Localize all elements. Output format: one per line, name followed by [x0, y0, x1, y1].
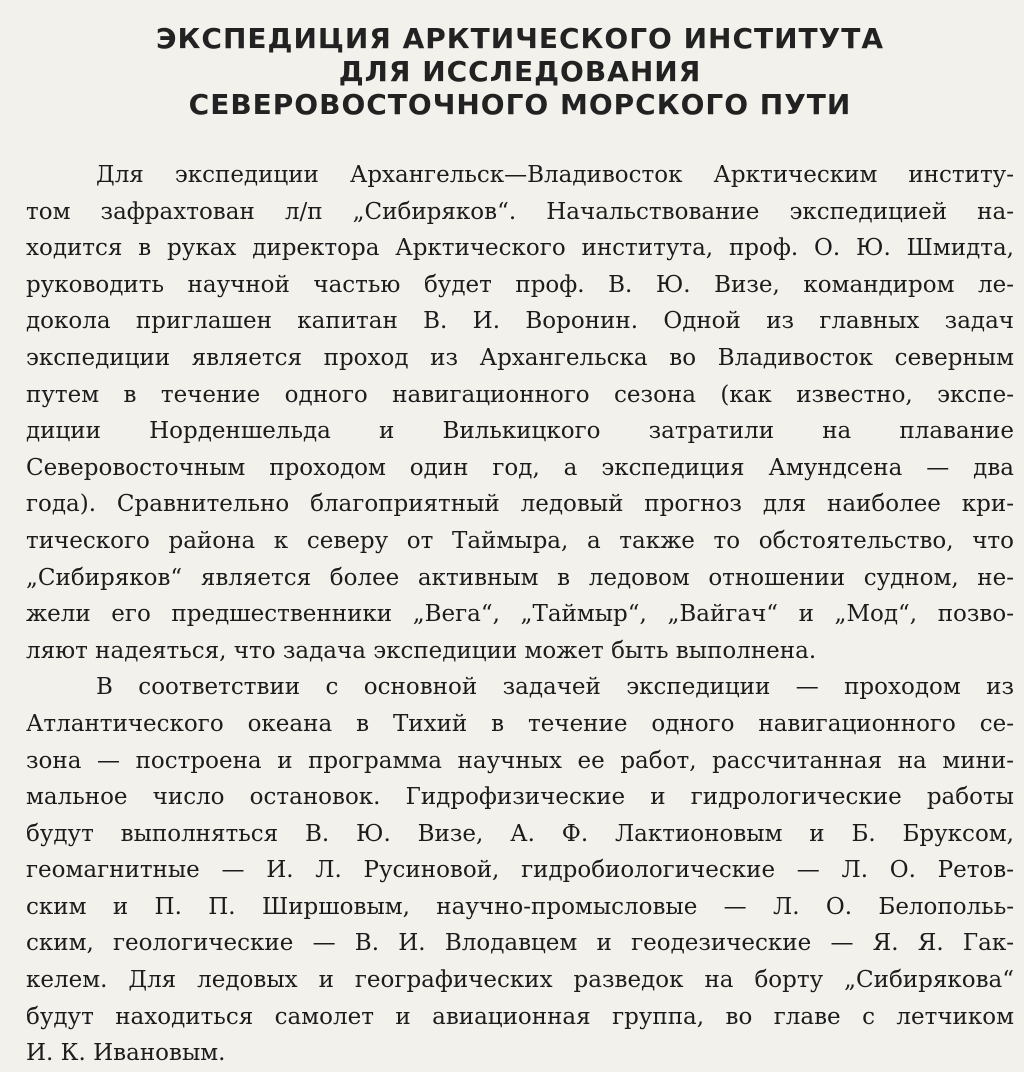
text-line: Для экспедиции Архангельск—Владивосток Арктическим институ- — [96, 162, 1014, 188]
page-title — [26, 22, 1014, 121]
text-line: года). Сравнительно благоприятный ледовый прогноз для наиболее кри- — [26, 491, 1014, 518]
text-line: мальное число остановок. Гидрофизические и гидрологические работы — [26, 784, 1014, 811]
text-line: докола приглашен капитан В. И. Воронин. Одной из главных задач — [26, 308, 1014, 335]
text-line: руководить научной частью будет проф. В. Ю. Визе, командиром ле- — [26, 271, 1014, 298]
text-line: Атлантического океана в Тихий в течение одного навигационного се- — [26, 710, 1014, 737]
text-line: диции Норденшельда и Вилькицкого затратили на плавание — [26, 418, 1014, 445]
text-line: геомагнитные — И. Л. Русиновой, гидробиологические — Л. О. Ретов- — [26, 857, 1014, 884]
text-line: келем. Для ледовых и географических разведок на борту „Сибирякова“ — [26, 967, 1014, 994]
text-line: ским, геологические — В. И. Влодавцем и геодезические — Я. Я. Гак- — [26, 930, 1014, 957]
text-line: „Сибиряков“ является более активным в ледовом отношении судном, не- — [26, 564, 1014, 591]
text-line: зона — построена и программа научных ее работ, рассчитанная на мини- — [26, 747, 1014, 774]
paragraph-2 — [26, 669, 1014, 1072]
title-line: ДЛЯ ИССЛЕДОВАНИЯ — [338, 55, 702, 88]
text-line: Северовосточным проходом один год, а экспедиция Амундсена — два — [26, 454, 1014, 481]
text-line: жели его предшественники „Вега“, „Таймыр“, „Вайгач“ и „Мод“, позво- — [26, 601, 1014, 628]
text-line: В соответствии с основной задачей экспедиции — проходом из — [96, 674, 1014, 701]
text-line: будут находиться самолет и авиационная группа, во главе с летчиком — [26, 1003, 1014, 1030]
text-line: И. К. Ивановым. — [26, 1040, 226, 1067]
title-line: ЭКСПЕДИЦИЯ АРКТИЧЕСКОГО ИНСТИТУТА — [155, 22, 885, 55]
text-line: ходится в руках директора Арктического института, проф. О. Ю. Шмидта, — [26, 235, 1014, 262]
text-line: ским и П. П. Ширшовым, научно-промысловые — Л. О. Белопольь- — [26, 893, 1014, 920]
text-line: тического района к северу от Таймыра, а также то обстоятельство, что — [26, 527, 1014, 554]
text-line: путем в течение одного навигационного сезона (как известно, экспе- — [26, 381, 1014, 408]
text-line: экспедиции является проход из Архангельска во Владивосток северным — [26, 344, 1014, 371]
paragraph-1 — [26, 157, 1014, 669]
text-line: будут выполняться В. Ю. Визе, А. Ф. Лактионовым и Б. Бруксом, — [26, 820, 1014, 847]
text-line: ляют надеяться, что задача экспедиции может быть выполнена. — [26, 637, 817, 664]
text-line: том зафрахтован л/п „Сибиряков“. Начальствование экспедицией на- — [26, 198, 1014, 225]
title-line: СЕВЕРОВОСТОЧНОГО МОРСКОГО ПУТИ — [188, 88, 852, 121]
